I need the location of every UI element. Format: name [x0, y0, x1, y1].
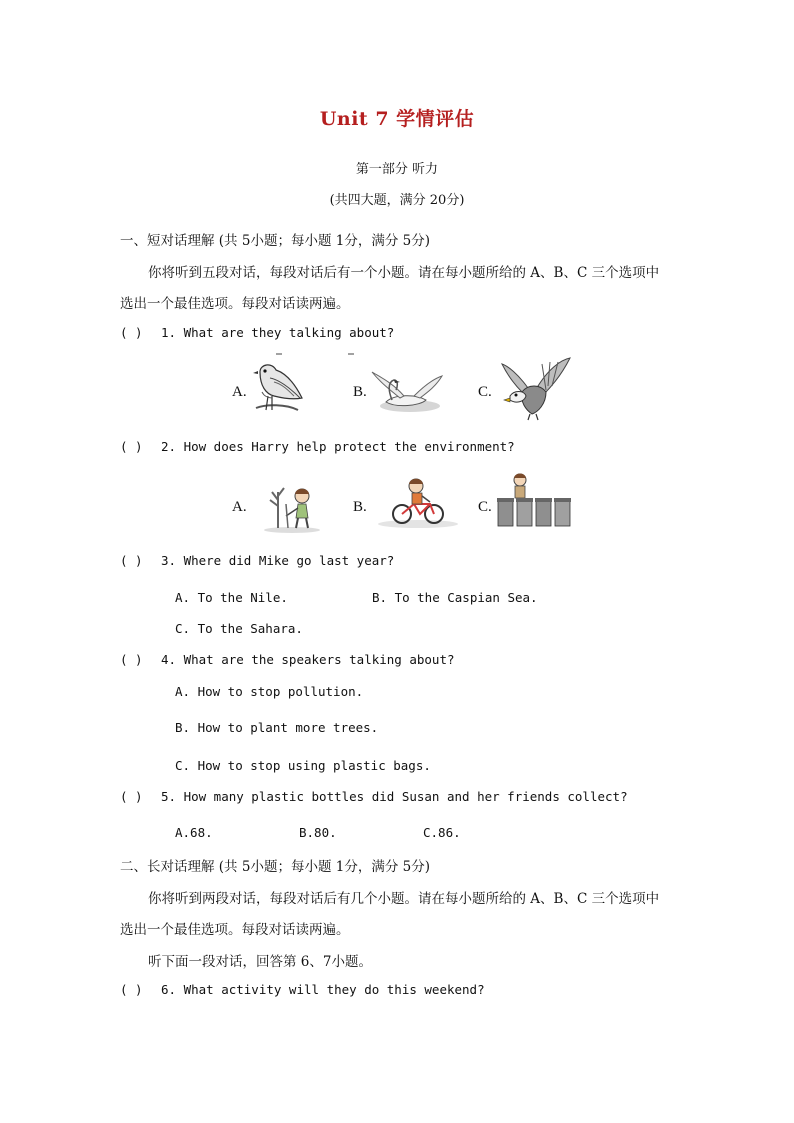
q6-answer-bracket[interactable]: ( ) — [120, 982, 143, 997]
q4-answer-bracket[interactable]: ( ) — [120, 652, 143, 667]
q3-option-b: B. To the Caspian Sea. — [372, 590, 538, 605]
part-note: (共四大题，满分 20分) — [329, 193, 465, 208]
q5-text: 5. How many plastic bottles did Susan and her friends collect? — [161, 789, 628, 804]
section1-intro-line1: 你将听到五段对话，每段对话后有一个小题。请在每小题所给的 A、B、C 三个选项中 — [148, 265, 660, 281]
q3-option-c: C. To the Sahara. — [175, 621, 303, 636]
q2-label-c: C. — [478, 499, 492, 515]
page-title: Unit 7 学情评估 — [319, 108, 475, 130]
q2-answer-bracket[interactable]: ( ) — [120, 439, 143, 454]
q4-option-a: A. How to stop pollution. — [175, 684, 364, 699]
q5-option-c: C.86. — [423, 825, 461, 840]
q3-text: 3. Where did Mike go last year? — [161, 553, 395, 568]
section2-intro-line2: 选出一个最佳选项。每段对话读两遍。 — [120, 922, 350, 938]
riding-bike-illustration — [376, 474, 460, 530]
swan-illustration — [370, 364, 446, 414]
q5-answer-bracket[interactable]: ( ) — [120, 789, 143, 804]
planting-tree-illustration — [262, 474, 326, 534]
section1-intro-line2: 选出一个最佳选项。每段对话读两遍。 — [120, 296, 350, 312]
q1-label-a: A. — [232, 384, 247, 400]
q5-option-a: A.68. — [175, 825, 213, 840]
q4-text: 4. What are the speakers talking about? — [161, 652, 455, 667]
q2-label-a: A. — [232, 499, 247, 515]
q5-option-b: B.80. — [299, 825, 337, 840]
section1-heading: 一、短对话理解 (共 5小题；每小题 1分，满分 5分) — [120, 233, 430, 249]
q1-answer-bracket[interactable]: ( ) — [120, 325, 143, 340]
q4-option-b: B. How to plant more trees. — [175, 720, 379, 735]
q3-option-a: A. To the Nile. — [175, 590, 288, 605]
q2-label-b: B. — [353, 499, 367, 515]
part-heading: 第一部分 听力 — [355, 162, 439, 177]
q1-text: 1. What are they talking about? — [161, 325, 395, 340]
eagle-illustration — [498, 356, 574, 422]
q4-option-c: C. How to stop using plastic bags. — [175, 758, 431, 773]
sparrow-illustration — [246, 352, 306, 422]
q3-answer-bracket[interactable]: ( ) — [120, 553, 143, 568]
section2-instruction: 听下面一段对话，回答第 6、7小题。 — [148, 954, 372, 970]
section2-heading: 二、长对话理解 (共 5小题；每小题 1分，满分 5分) — [120, 859, 430, 875]
sorting-rubbish-illustration — [496, 470, 572, 532]
section2-intro-line1: 你将听到两段对话，每段对话后有几个小题。请在每小题所给的 A、B、C 三个选项中 — [148, 891, 660, 907]
q1-label-b: B. — [353, 384, 367, 400]
q2-text: 2. How does Harry help protect the environment? — [161, 439, 515, 454]
q6-text: 6. What activity will they do this weekend? — [161, 982, 485, 997]
q1-label-c: C. — [478, 384, 492, 400]
